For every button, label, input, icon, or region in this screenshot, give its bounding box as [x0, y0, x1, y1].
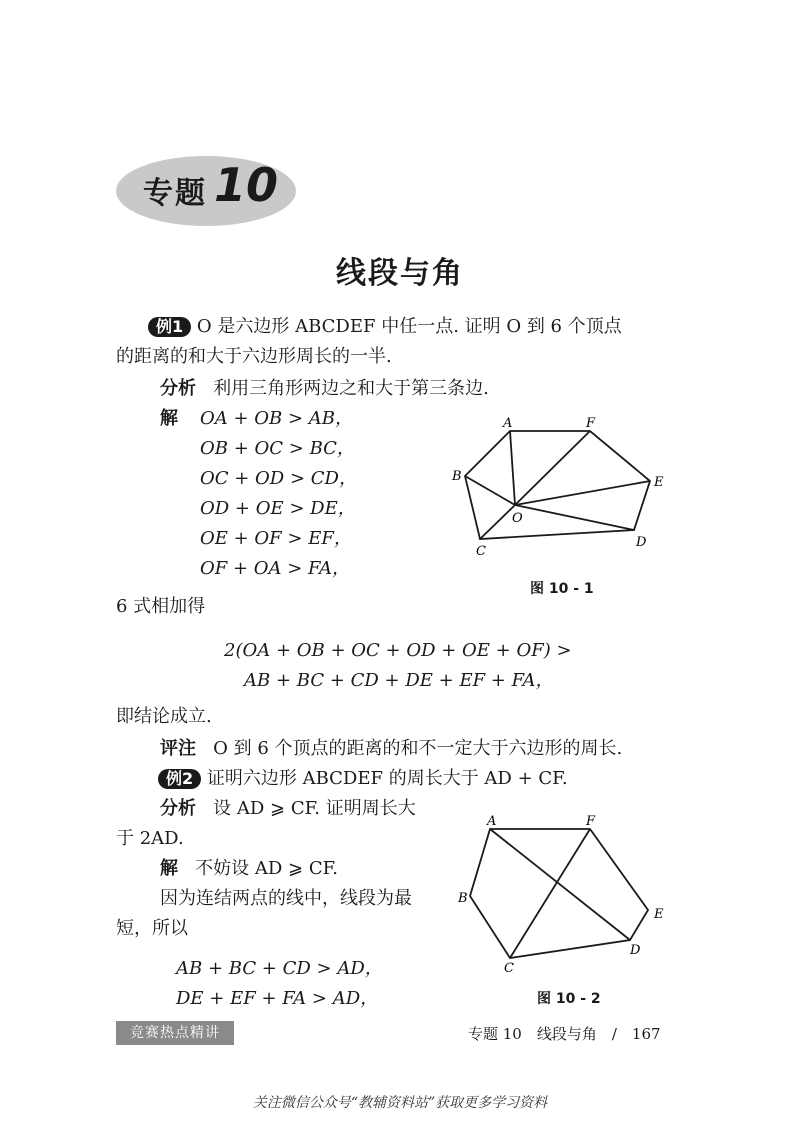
example2-tag: 例2: [158, 769, 201, 789]
solution-label: 解: [160, 408, 178, 429]
example2-solution-text: 不妨设 AD ⩾ CF.: [195, 858, 339, 879]
example2-solution: [160, 858, 338, 880]
segment-OA: [510, 431, 515, 505]
fig2-label-F: F: [586, 814, 596, 829]
inequality-5: OE + OF > EF，: [200, 528, 352, 549]
page-title: 线段与角: [336, 256, 464, 291]
example2-analysis-text: 设 AD ⩾ CF. 证明周长大: [213, 798, 416, 819]
example1-statement-line1: [148, 316, 622, 338]
segment-AD: [490, 829, 630, 940]
example2-solution-label: 解: [160, 858, 178, 879]
inequality-1: OA + OB > AB，: [200, 408, 354, 429]
example2-statement: [158, 768, 568, 790]
label-B: B: [452, 469, 462, 484]
example1-analysis: [160, 378, 489, 400]
example1-statement-text: O 是六边形 ABCDEF 中任一点. 证明 O 到 6 个顶点: [196, 316, 622, 337]
label-A: A: [503, 416, 513, 431]
topic-label: 专题: [143, 176, 207, 211]
inequality-3: OC + OD > CD，: [200, 468, 357, 489]
inequality-2: OB + OC > BC，: [200, 438, 355, 459]
inequality-4: OD + OE > DE，: [200, 498, 356, 519]
example2-reason-line2: 短，所以: [116, 918, 188, 939]
inequality-6: OF + OA > FA，: [200, 558, 350, 579]
remark-text: O 到 6 个顶点的距离的和不一定大于六边形的周长.: [213, 738, 623, 759]
example2-inequality-1: AB + BC + CD > AD，: [176, 958, 383, 979]
book-name-tab: 竞赛热点精讲: [116, 1021, 234, 1045]
example1-statement-line2: 的距离的和大于六边形周长的一半.: [116, 346, 392, 367]
running-head: 专题 10 线段与角 / 167: [468, 1025, 661, 1043]
label-O: O: [512, 511, 523, 526]
example2-analysis-line1: [160, 798, 416, 820]
conclusion: 即结论成立.: [116, 706, 212, 727]
analysis-label: 分析: [160, 378, 196, 399]
example2-statement-text: 证明六边形 ABCDEF 的周长大于 AD + CF.: [206, 768, 568, 789]
figure-10-2: [450, 808, 690, 978]
example2-analysis-label: 分析: [160, 798, 196, 819]
example1-tag: 例1: [148, 317, 191, 337]
label-D: D: [636, 535, 647, 550]
fig2-label-E: E: [654, 907, 664, 922]
example2-reason-line1: 因为连结两点的线中，线段为最: [160, 888, 412, 909]
example2-analysis-line2: 于 2AD.: [116, 828, 184, 849]
analysis-text: 利用三角形两边之和大于第三条边.: [213, 378, 489, 399]
label-E: E: [654, 475, 664, 490]
fig2-label-D: D: [630, 943, 641, 958]
segment-OC: [480, 505, 515, 539]
segment-OB: [465, 476, 515, 505]
fig2-label-C: C: [504, 961, 514, 976]
hexagon-outline-2: [470, 829, 648, 958]
example2-inequality-2: DE + EF + FA > AD，: [176, 988, 379, 1009]
topic-number: 10: [214, 158, 279, 212]
fig2-label-B: B: [458, 891, 468, 906]
remark-label: 评注: [160, 738, 196, 759]
sum-line-1: 2(OA + OB + OC + OD + OE + OF) >: [224, 640, 572, 661]
label-C: C: [476, 544, 486, 559]
figure-10-1-caption: 图 10 - 1: [530, 581, 594, 597]
label-F: F: [586, 416, 596, 431]
watermark-text: 关注微信公众号“教辅资料站”获取更多学习资料: [252, 1095, 548, 1111]
remark: [160, 738, 622, 760]
segment-CF: [510, 829, 590, 958]
hexagon-outline: [465, 431, 650, 539]
figure-10-1: [440, 410, 680, 570]
figure-10-2-caption: 图 10 - 2: [537, 991, 601, 1007]
sum-line-2: AB + BC + CD + DE + EF + FA，: [244, 670, 554, 691]
fig2-label-A: A: [487, 814, 497, 829]
sum-intro: 6 式相加得: [116, 596, 206, 617]
segment-OD: [515, 505, 634, 530]
